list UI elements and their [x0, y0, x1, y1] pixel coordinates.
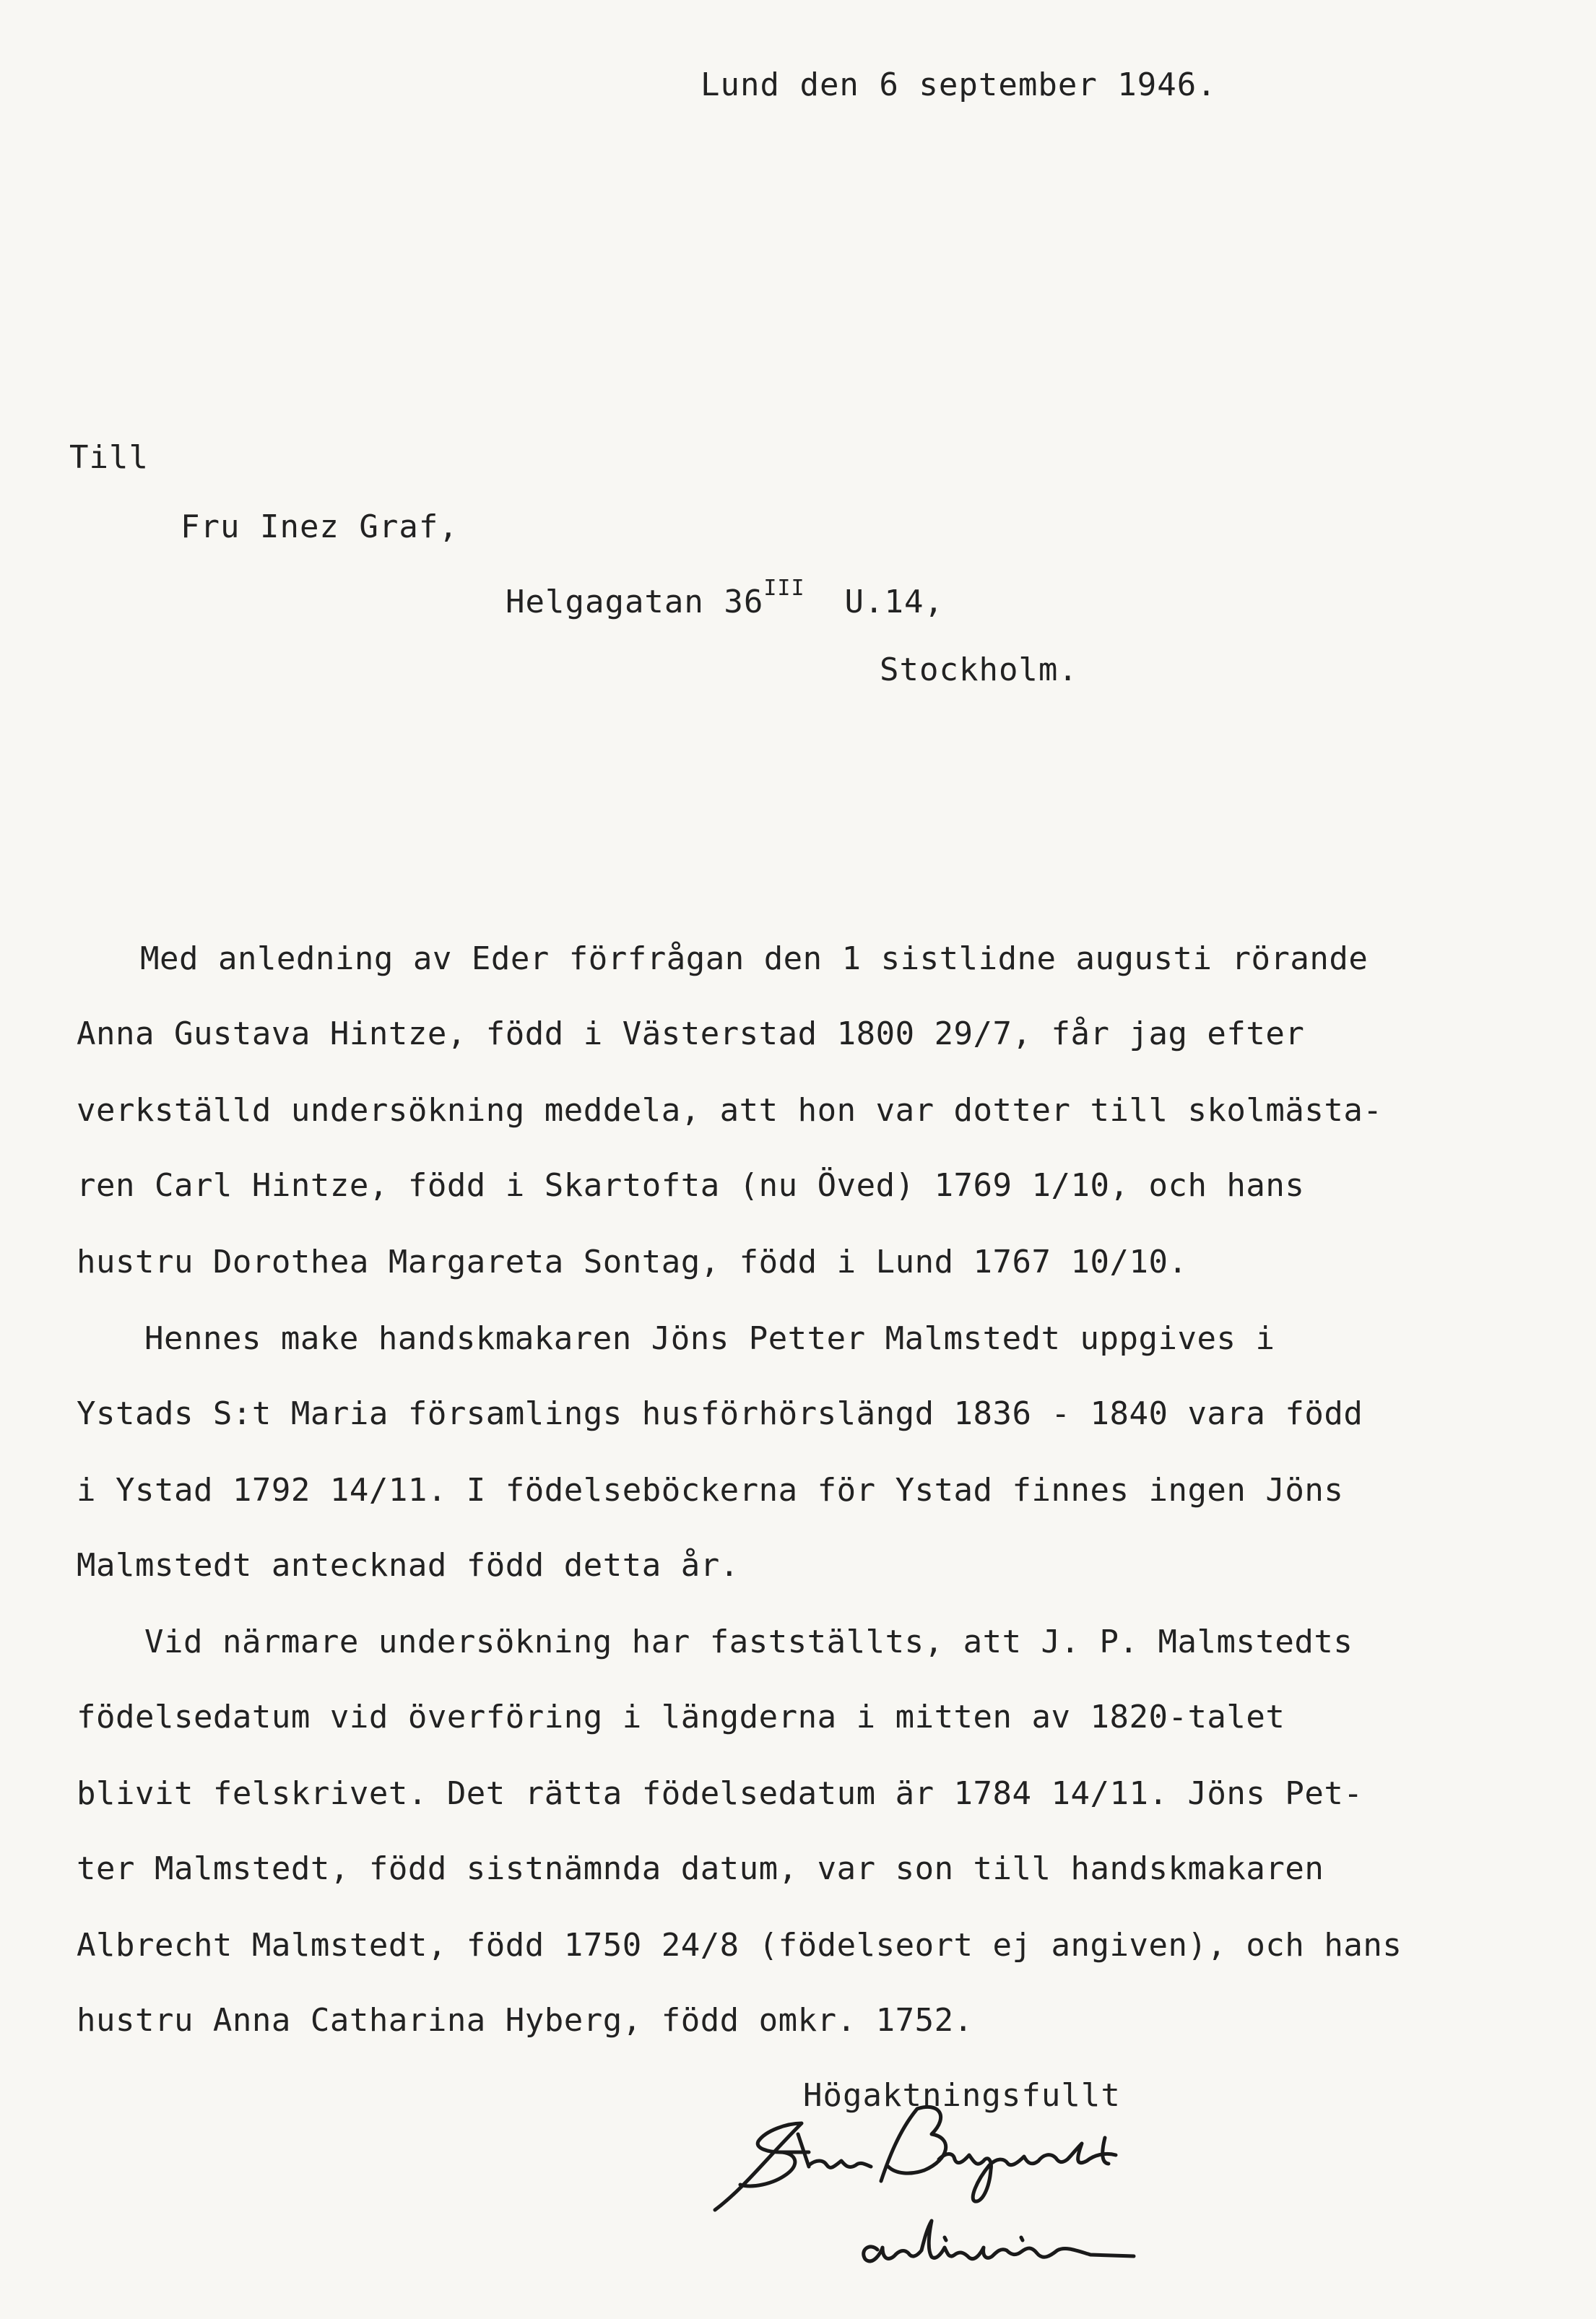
body-line: blivit felskrivet. Det rätta födelsedatum är 1784 14/11. Jöns Pet- [77, 1775, 1363, 1812]
body-line: i Ystad 1792 14/11. I födelseböckerna för Ystad finnes ingen Jöns [77, 1472, 1344, 1509]
addressee-city: Stockholm. [880, 651, 1078, 688]
addressee-postal: U.14, [844, 584, 944, 620]
addressee-street-line [506, 578, 944, 618]
body-line: Anna Gustava Hintze, född i Västerstad 1800 29/7, får jag efter [77, 1015, 1305, 1052]
body-line: ter Malmstedt, född sistnämnda datum, var son till handskmakaren [77, 1850, 1324, 1887]
handwritten-signature [701, 2077, 1235, 2297]
addressee-floor: III [763, 576, 805, 601]
body-line: verkställd undersökning meddela, att hon var dotter till skolmästa- [77, 1092, 1383, 1129]
body-line: födelsedatum vid överföring i längderna i mitten av 1820-talet [77, 1699, 1285, 1735]
body-line: Ystads S:t Maria församlings husförhörslängd 1836 - 1840 vara född [77, 1395, 1363, 1432]
addressee-street: Helgagatan 36 [506, 584, 764, 620]
body-line: hustru Anna Catharina Hyberg, född omkr. 1752. [77, 2002, 973, 2039]
body-line: Malmstedt antecknad född detta år. [77, 1547, 740, 1584]
addressee-till: Till [69, 439, 149, 476]
body-line: ren Carl Hintze, född i Skartofta (nu Öved) 1769 1/10, och hans [77, 1167, 1305, 1204]
body-line: hustru Dorothea Margareta Sontag, född i Lund 1767 10/10. [77, 1244, 1188, 1280]
dateline: Lund den 6 september 1946. [701, 66, 1217, 103]
body-line: Hennes make handskmakaren Jöns Petter Malmstedt uppgives i [144, 1320, 1275, 1357]
closing: Högaktningsfullt [803, 2077, 1121, 2114]
addressee-name: Fru Inez Graf, [181, 508, 459, 545]
body-line: Vid närmare undersökning har fastställts, att J. P. Malmstedts [144, 1624, 1353, 1660]
body-line: Med anledning av Eder förfrågan den 1 sistlidne augusti rörande [140, 940, 1369, 977]
body-line: Albrecht Malmstedt, född 1750 24/8 (födelseort ej angiven), och hans [77, 1927, 1402, 1964]
